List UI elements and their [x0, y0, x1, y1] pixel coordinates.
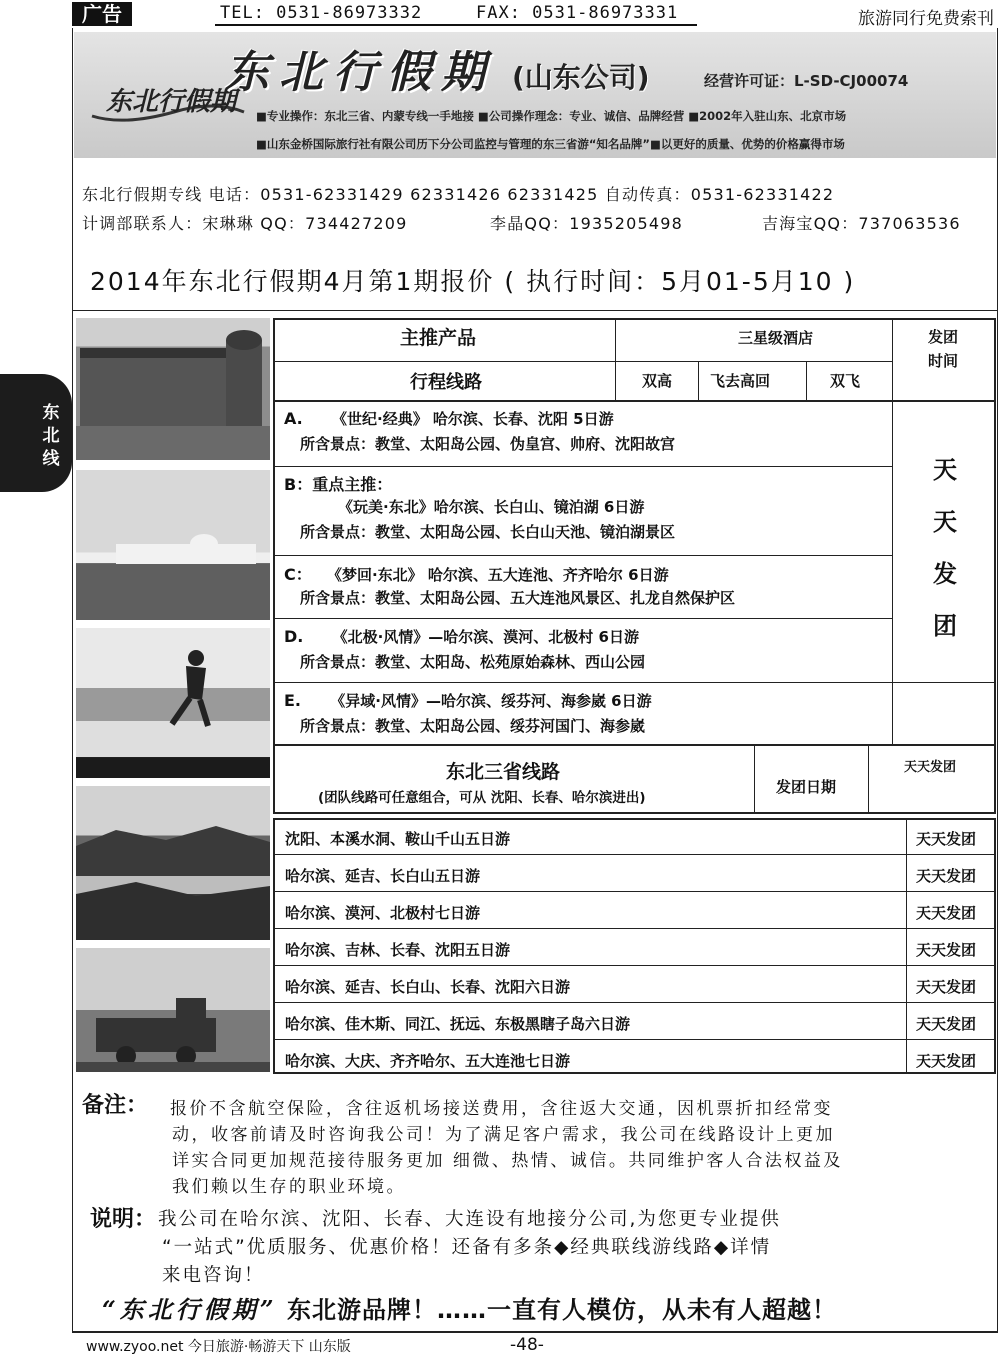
t1-hline-f — [273, 682, 996, 683]
t1-vline-a — [615, 318, 616, 400]
t1-hline-c — [273, 466, 892, 467]
header-col-3: 双飞 — [830, 372, 861, 390]
t2-vline-b — [868, 746, 869, 814]
daily-char-1: 天 — [933, 456, 957, 484]
notes-label: 备注： — [82, 1093, 149, 1118]
footer-divider — [72, 1332, 998, 1333]
table-row-date-2: 天天发团 — [916, 867, 977, 885]
route-b-name: 《玩美·东北》哈尔滨、长白山、镜泊湖 6日游 — [338, 498, 645, 516]
photo-building — [76, 318, 270, 460]
t1-hline-b — [273, 400, 996, 402]
route-b-label: B：重点主推： — [284, 475, 393, 494]
route-b-letter — [284, 472, 392, 495]
jump-illustration — [76, 628, 270, 778]
brand-name: 东北行假期 — [225, 47, 495, 98]
contact-phone: 东北行假期专线 电话：0531-62331429 62331426 62331425 自动传真：0531-62331422 — [82, 185, 835, 204]
table-row-route-2: 哈尔滨、延吉、长白山五日游 — [285, 867, 481, 885]
route-d-sights: 所含景点：教堂、太阳岛、松苑原始森林、西山公园 — [300, 653, 646, 671]
route-a — [284, 408, 614, 429]
route-c-name: 《梦回·东北》 哈尔滨、五大连池、齐齐哈尔 6日游 — [326, 566, 669, 584]
description-label: 说明： — [90, 1207, 157, 1232]
table-row-date-7: 天天发团 — [916, 1052, 977, 1070]
t1-hline-e — [273, 618, 892, 619]
header-departure-2: 时间 — [928, 352, 959, 370]
side-tab — [0, 374, 72, 492]
t1-vline-d — [806, 361, 807, 400]
header-hotel: 三星级酒店 — [738, 329, 814, 347]
footer-site: www.zyoo.net 今日旅游·畅游天下 山东版 — [86, 1339, 351, 1355]
title-divider — [72, 310, 998, 311]
header-departure: 发团 — [928, 328, 959, 346]
side-tab-char-3: 线 — [42, 449, 60, 469]
daily-char-4: 团 — [933, 612, 957, 640]
license-number: 经营许可证：L-SD-CJ00074 — [704, 72, 909, 90]
table-row-route-6: 哈尔滨、佳木斯、同江、抚远、东极黑瞎子岛六日游 — [285, 1015, 631, 1033]
table-row-date-3: 天天发团 — [916, 904, 977, 922]
route-d-letter: D. — [284, 627, 304, 646]
daily-char-2: 天 — [933, 508, 957, 536]
table-row-date-4: 天天发团 — [916, 941, 977, 959]
route-e — [284, 690, 652, 711]
t3-hline-4 — [273, 965, 996, 966]
route-a-sights: 所含景点：教堂、太阳岛公园、伪皇宫、帅府、沈阳故宫 — [300, 435, 676, 453]
staff-2: 李晶QQ：1935205498 — [490, 214, 683, 233]
table-row-date-5: 天天发团 — [916, 978, 977, 996]
table-row-date-6: 天天发团 — [916, 1015, 977, 1033]
t1-hline-d — [273, 555, 892, 556]
t1-vline-c — [698, 361, 699, 400]
route-d-name: 《北极·风情》—哈尔滨、漠河、北极村 6日游 — [332, 628, 639, 646]
tel-underline — [215, 24, 697, 26]
description-line-3: 来电咨询！ — [162, 1265, 265, 1286]
route-e-name: 《异域·风情》—哈尔滨、绥芬河、海参崴 6日游 — [330, 692, 652, 710]
t3-hline-1 — [273, 854, 996, 855]
table-row-route-3: 哈尔滨、漠河、北极村七日游 — [285, 904, 481, 922]
t2-vline-a — [754, 746, 755, 814]
table-row-route-5: 哈尔滨、延吉、长白山、长春、沈阳六日游 — [285, 978, 571, 996]
t1-hline-a — [273, 361, 892, 362]
description-line-2: “一站式”优质服务、优惠价格！还备有多条◆经典联线游线路◆详情 — [162, 1237, 772, 1258]
publication-index: 旅游同行免费索刊 — [858, 9, 994, 29]
notes-line-1: 报价不含航空保险，含往返机场接送费用，含往返大交通，因机票折扣经常变 — [170, 1099, 833, 1119]
side-tab-char-1: 东 — [42, 403, 60, 423]
route-c-sights: 所含景点：教堂、太阳岛公园、五大连池风景区、扎龙自然保护区 — [300, 589, 736, 607]
slogan-text: 东北游品牌！……一直有人模仿，从未有人超越！ — [286, 1296, 837, 1324]
staff-1: 计调部联系人：宋琳琳 QQ：734427209 — [82, 214, 408, 233]
logo-text: 东北行假期 — [106, 87, 237, 117]
side-tab-char-2: 北 — [42, 426, 60, 446]
brand-subtitle: (山东公司) — [512, 61, 650, 94]
t3-vline — [906, 818, 907, 1074]
route-b-sights: 所含景点：教堂、太阳岛公园、长白山天池、镜泊湖景区 — [300, 523, 676, 541]
route-a-name: 《世纪·经典》 哈尔滨、长春、沈阳 5日游 — [332, 410, 614, 428]
header-col-1: 双高 — [642, 372, 673, 390]
description-line-1: 我公司在哈尔滨、沈阳、长春、大连设有地接分公司,为您更专业提供 — [158, 1209, 781, 1230]
contact-staff — [82, 211, 961, 234]
header-date: 发团日期 — [776, 778, 837, 796]
header-col-2: 飞去高回 — [710, 372, 771, 390]
header-northeast-sub: (团队线路可任意组合，可从 沈阳、长春、哈尔滨进出) — [318, 790, 646, 806]
header-northeast: 东北三省线路 — [446, 761, 561, 783]
daily-char-3: 发 — [933, 560, 957, 588]
route-a-letter: A. — [284, 409, 303, 428]
banner-features-2: ■山东金桥国际旅行社有限公司历下分公司监控与管理的东三省游“知名品牌”■以更好的质量、优势的价格赢得市场 — [256, 137, 845, 151]
photo-lake-palace — [76, 470, 270, 620]
fax-number: FAX: 0531-86973331 — [476, 3, 679, 23]
train-illustration — [76, 948, 270, 1072]
tel-number: TEL: 0531-86973332 — [220, 3, 423, 23]
notes-line-2: 动，收客前请及时咨询我公司！为了满足客户需求，我公司在线路设计上更加 — [172, 1125, 835, 1145]
table-row-date-1: 天天发团 — [916, 830, 977, 848]
route-e-sights: 所含景点：教堂、太阳岛公园、绥芬河国门、海参崴 — [300, 717, 646, 735]
route-c-letter: C： — [284, 565, 312, 584]
route-c — [284, 562, 669, 585]
header-route: 行程线路 — [410, 372, 482, 393]
t3-hline-3 — [273, 928, 996, 929]
slogan-brand: “东北行假期” — [102, 1295, 278, 1324]
table-row-route-4: 哈尔滨、吉林、长春、沈阳五日游 — [285, 941, 511, 959]
t3-hline-5 — [273, 1002, 996, 1003]
notes-line-4: 我们赖以生存的职业环境。 — [172, 1177, 406, 1197]
photo-mountain-lake — [76, 786, 270, 940]
header-daily: 天天发团 — [904, 760, 957, 775]
table-row-route-1: 沈阳、本溪水洞、鞍山千山五日游 — [285, 830, 511, 848]
page-title: 2014年东北行假期4月第1期报价 ( 执行时间：5月01-5月10 ) — [90, 267, 856, 296]
banner-features-1: ■专业操作：东北三省、内蒙专线一手地接 ■公司操作理念：专业、诚信、品牌经营 ■2002年入驻山东、北京市场 — [256, 109, 847, 123]
table-row-route-7: 哈尔滨、大庆、齐齐哈尔、五大连池七日游 — [285, 1052, 571, 1070]
slogan — [102, 1290, 837, 1325]
notes-line-3: 详实合同更加规范接待服务更加 细微、热情、诚信。共同维护客人合法权益及 — [172, 1151, 843, 1171]
photo-jumping-person — [76, 628, 270, 778]
page-number: -48- — [510, 1335, 544, 1355]
t3-hline-2 — [273, 891, 996, 892]
route-d — [284, 626, 639, 647]
lake-illustration — [76, 470, 270, 620]
photo-train — [76, 948, 270, 1072]
building-illustration — [76, 318, 270, 460]
route-e-letter: E. — [284, 691, 302, 710]
mountain-illustration — [76, 786, 270, 940]
staff-3: 吉海宝QQ：737063536 — [762, 214, 961, 233]
t3-hline-6 — [273, 1039, 996, 1040]
header-products: 主推产品 — [400, 327, 477, 349]
top-bar — [0, 0, 1000, 28]
ad-tag: 广告 — [72, 2, 132, 26]
